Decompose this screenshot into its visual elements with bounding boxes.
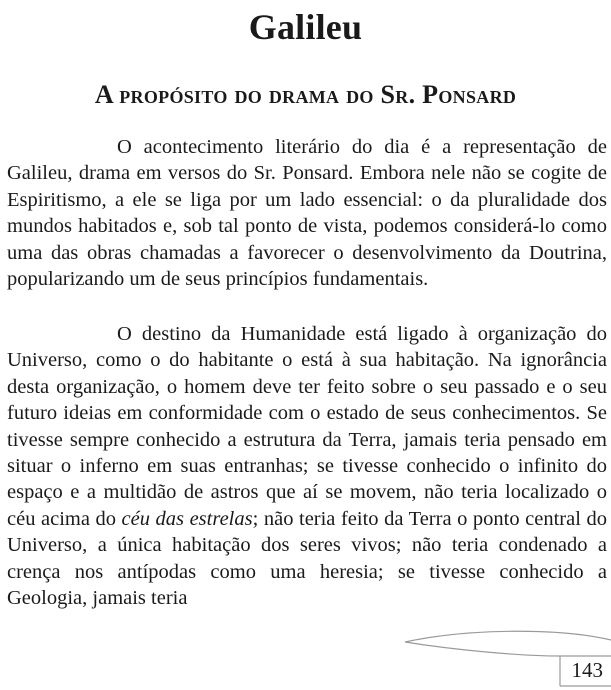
paragraph-1: [7, 134, 607, 292]
paragraph-2-text: [7, 321, 607, 611]
paragraph-2-text-before: O destino da Humanidade está ligado à organização do Universo, como o do habitante o está à sua habitação. Na ignorância desta organização, o homem deve ter feito sobre o seu passado e o seu futuro ideias em conformidade com o estado de seus conhecimentos. Se tivesse sempre conhecido a estrutura da Terra, jamais teria pensado em situar o inferno em suas entranhas; se tivesse conhecido o infinito do espaço e a multidão de astros que aí se movem, não teria localizado o céu acima do: [7, 323, 607, 530]
decorative-swoosh-icon: [0, 620, 611, 690]
page-footer: [0, 620, 611, 690]
paragraph-2-italic: céu das estrelas: [121, 507, 253, 530]
paragraph-2: [7, 321, 607, 611]
page-title: Galileu: [248, 7, 363, 47]
paragraph-1-text: O acontecimento literário do dia é a representação de Galileu, drama em versos do Sr. Ponsard. Embora nele não se cogite de Espiritismo, a ele se liga por um lado essencial: o da pluralidade dos mundos habitados e, sob tal ponto de vista, podemos considerá-lo como uma das obras chamadas a favorecer o desenvolvimento da Doutrina, popularizando um de seus princípios fundamentais.: [7, 136, 607, 291]
page-number: 143: [571, 658, 603, 682]
paragraph-2-text-after: ; não teria feito da Terra o ponto central do Universo, a única habitação dos seres vivos; não teria condenado a crença nos antípodas como uma heresia; se tivesse conhecido a Geologia, jamais teria: [7, 507, 607, 610]
page-subtitle: A propósito do drama do Sr. Ponsard: [94, 80, 517, 109]
